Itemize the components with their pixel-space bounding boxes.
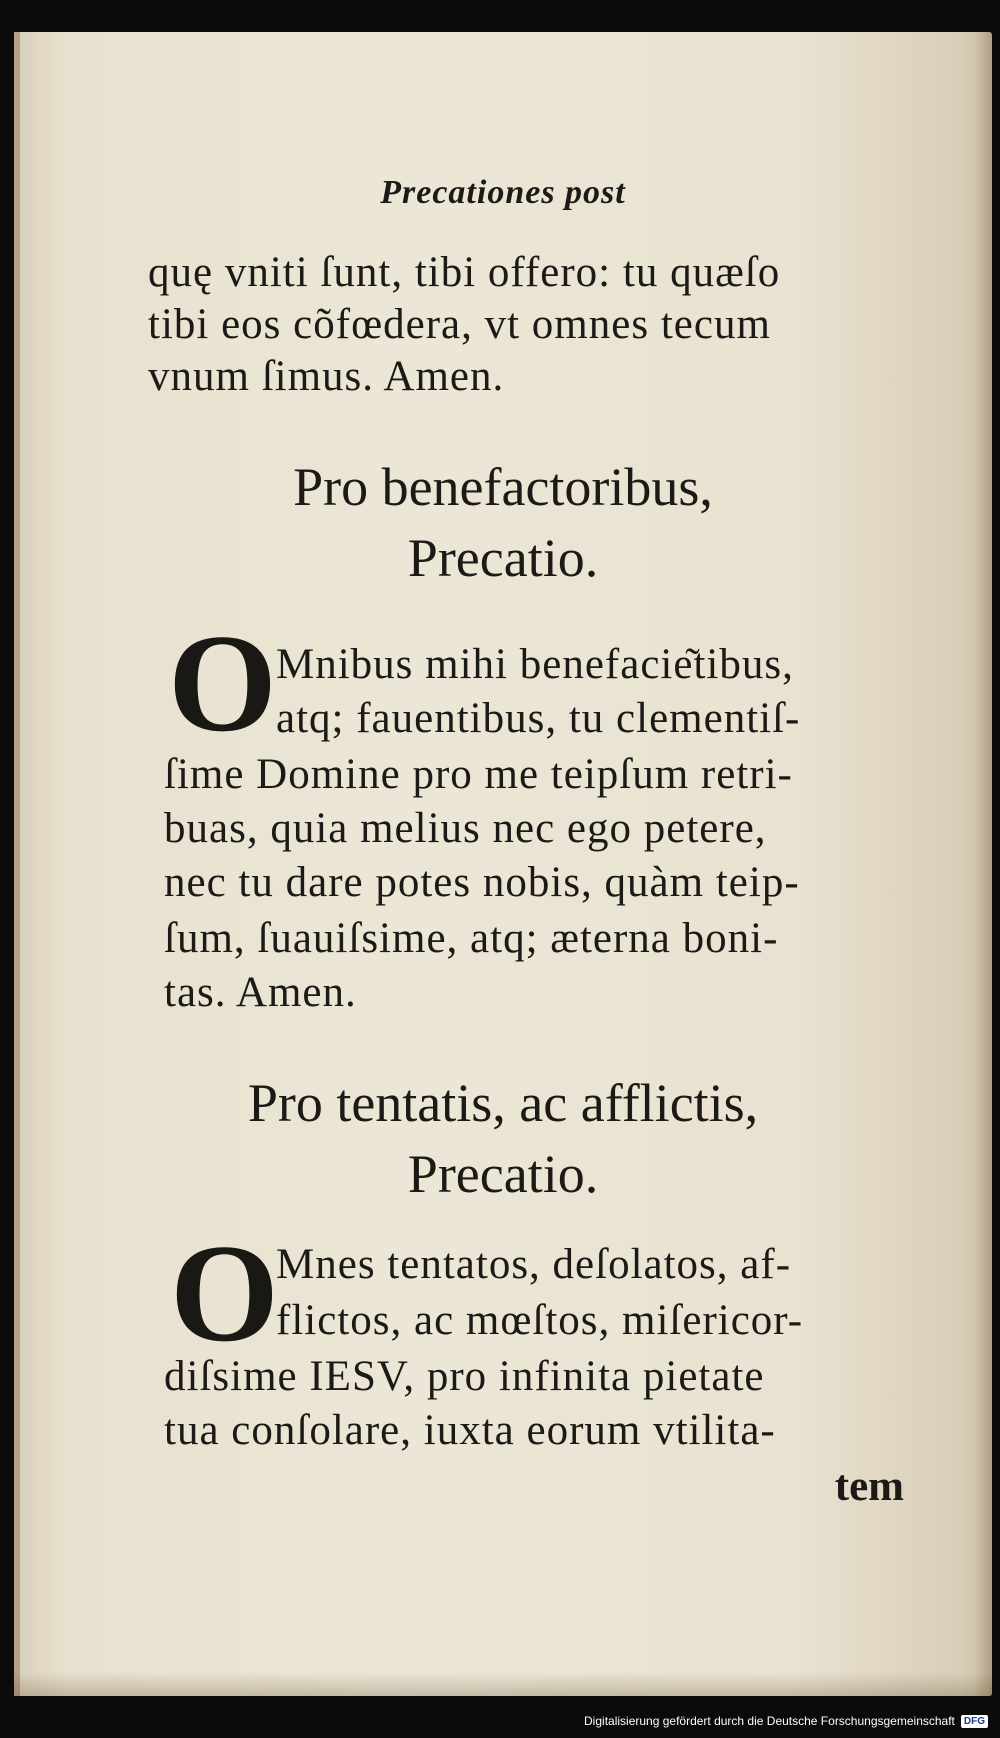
section-heading: Pro tentatis, ac afflictis,	[247, 1073, 759, 1133]
text-line: atq; fauentibus, tu clementiſ-	[276, 695, 801, 742]
text-line: tas. Amen.	[164, 969, 357, 1016]
text-line: quę vniti ſunt, tibi offero: tu quæſo	[148, 249, 781, 296]
section-subheading: Precatio.	[407, 528, 599, 588]
dfg-logo: DFG	[961, 1715, 988, 1728]
section-subheading: Precatio.	[407, 1144, 599, 1204]
book-page	[14, 32, 992, 1696]
text-line: vnum ſimus. Amen.	[148, 353, 505, 400]
text-line: tibi eos cõfœdera, vt omnes tecum	[148, 301, 771, 348]
text-line: flictos, ac mœſtos, miſericor-	[276, 1297, 804, 1344]
text-line: diſsime IESV, pro infinita pietate	[164, 1353, 765, 1400]
text-line: Mnes tentatos, deſolatos, af-	[276, 1241, 792, 1288]
drop-cap: O	[168, 606, 277, 761]
text-line: nec tu dare potes nobis, quàm teip-	[164, 859, 800, 906]
running-head: Precationes post	[380, 174, 626, 211]
digitization-footer	[584, 1714, 988, 1728]
drop-cap: O	[170, 1216, 279, 1371]
catchword: tem	[834, 1463, 904, 1510]
footer-credit: Digitalisierung gefördert durch die Deutsche Forschungsgemeinschaft	[584, 1714, 955, 1728]
text-line: tua conſolare, iuxta eorum vtilita-	[164, 1407, 776, 1454]
page-bottom-shadow	[14, 1672, 992, 1696]
text-line: ſime Domine pro me teipſum retri-	[164, 751, 793, 798]
page-binding-edge	[14, 32, 20, 1696]
text-line: ſum, ſuauiſsime, atq; æterna boni-	[164, 915, 779, 962]
text-line: buas, quia melius nec ego petere,	[164, 805, 767, 852]
section-heading: Pro benefactoribus,	[293, 457, 713, 517]
page-fore-edge	[974, 32, 992, 1696]
text-line: Mnibus mihi benefacie͂tibus,	[276, 641, 794, 688]
